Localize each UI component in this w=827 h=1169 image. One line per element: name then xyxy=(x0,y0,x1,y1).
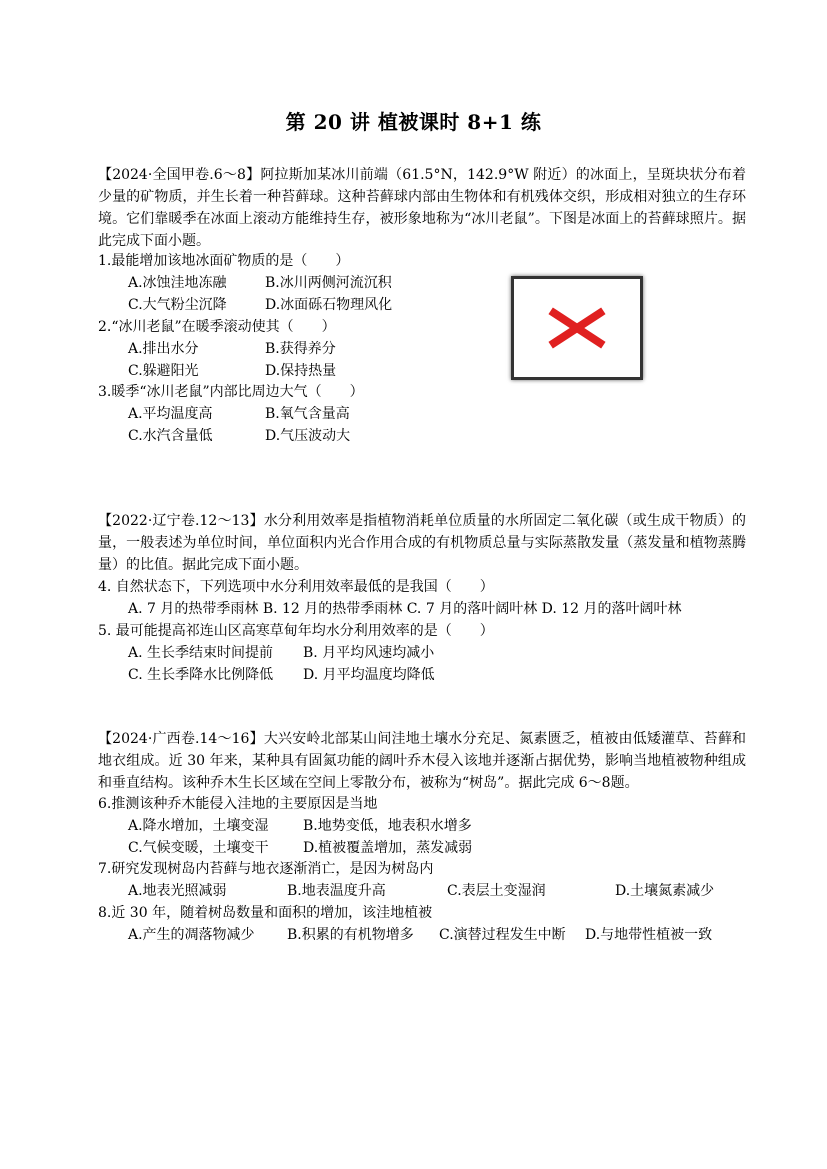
question-6-option-a: A.降水增加，土壤变湿 xyxy=(128,818,269,834)
question-8-stem: 8.近 30 年，随着树岛数量和面积的增加，该洼地植被 xyxy=(98,905,433,921)
question-3-option-b: B.氧气含量高 xyxy=(265,406,350,422)
section2-intro: 【2022·辽宁卷.12～13】水分利用效率是指植物消耗单位质量的水所固定二氧化碳（或生成干物质）的量，一般表述为单位时间，单位面积内光合作用合成的有机物质总量与实际蒸散发量（蒸发量和植物蒸腾量）的比值。据此完成下面小题。 xyxy=(98,513,746,573)
question-3-stem: 3.暖季“冰川老鼠”内部比周边大气（ ） xyxy=(98,384,364,400)
question-3-option-c: C.水汽含量低 xyxy=(128,428,213,444)
question-4-stem: 4. 自然状态下，下列选项中水分利用效率最低的是我国（ ） xyxy=(98,579,494,595)
question-1-option-b: B.冰川两侧河流沉积 xyxy=(265,275,392,291)
broken-image-icon xyxy=(514,279,640,377)
question-2-stem: 2.“冰川老鼠”在暖季滚动使其（ ） xyxy=(98,319,336,335)
question-6-option-c: C.气候变暖，土壤变干 xyxy=(128,840,269,856)
question-3-option-a: A.平均温度高 xyxy=(128,406,213,422)
question-5-stem: 5. 最可能提高祁连山区高寒草甸年均水分利用效率的是（ ） xyxy=(98,623,494,639)
question-8-option-c: C.演替过程发生中断 xyxy=(439,927,566,943)
question-6-option-d: D.植被覆盖增加，蒸发减弱 xyxy=(303,840,473,856)
question-1-option-d: D.冰面砾石物理风化 xyxy=(265,297,393,313)
question-6-stem: 6.推测该种乔木能侵入洼地的主要原因是当地 xyxy=(98,796,378,812)
question-1-stem: 1.最能增加该地冰面矿物质的是（ ） xyxy=(98,253,350,269)
section3-intro: 【2024·广西卷.14～16】大兴安岭北部某山间洼地土壤水分充足、氮素匮乏，植被由低矮灌草、苔藓和地衣组成。近 30 年来，某种具有固氮功能的阔叶乔木侵入该地并逐渐占据优势，影响当地植被物种组成和垂直结构。该种乔木生长区域在空间上零散分布，被称为“树岛”。据此完成 6～8题。 xyxy=(98,731,746,791)
question-1-option-a: A.冰蚀洼地冻融 xyxy=(128,275,227,291)
question-2-option-c: C.躲避阳光 xyxy=(128,363,199,379)
question-8-option-d: D.与地带性植被一致 xyxy=(585,927,713,943)
question-7-stem: 7.研究发现树岛内苔藓与地衣逐渐消亡，是因为树岛内 xyxy=(98,861,434,877)
question-5-option-b: B. 月平均风速均减小 xyxy=(303,645,435,661)
question-5-option-d: D. 月平均温度均降低 xyxy=(303,667,435,683)
question-6-option-b: B.地势变低，地表积水增多 xyxy=(303,818,472,834)
question-8-option-a: A.产生的凋落物减少 xyxy=(128,927,255,943)
question-7-option-b: B.地表温度升高 xyxy=(287,883,386,899)
broken-image-placeholder xyxy=(511,276,643,380)
question-2-option-b: B.获得养分 xyxy=(265,341,336,357)
page-title: 第 20 讲 植被课时 8+1 练 xyxy=(285,110,542,134)
question-4-options: A. 7 月的热带季雨林 B. 12 月的热带季雨林 C. 7 月的落叶阔叶林 D. 12 月的落叶阔叶林 xyxy=(128,601,682,617)
question-3-option-d: D.气压波动大 xyxy=(265,428,351,444)
question-5-option-a: A. 生长季结束时间提前 xyxy=(128,645,274,661)
question-1-option-c: C.大气粉尘沉降 xyxy=(128,297,227,313)
question-2-option-a: A.排出水分 xyxy=(128,341,199,357)
question-7-option-c: C.表层土变湿润 xyxy=(447,883,546,899)
question-8-option-b: B.积累的有机物增多 xyxy=(287,927,414,943)
question-5-option-c: C. 生长季降水比例降低 xyxy=(128,667,274,683)
section1-intro: 【2024·全国甲卷.6～8】阿拉斯加某冰川前端（61.5°N，142.9°W 附近）的冰面上，呈斑块状分布着少量的矿物质，并生长着一种苔藓球。这种苔藓球内部由生物体和有机残体交织，形成相对独立的生存环境。它们靠暖季在冰面上滚动方能维持生存，被形象地称为“冰川老鼠”。下图是冰面上的苔藓球照片。据此完成下面小题。 xyxy=(98,167,746,249)
question-2-option-d: D.保持热量 xyxy=(265,363,337,379)
question-7-option-d: D.土壤氮素减少 xyxy=(615,883,715,899)
question-7-option-a: A.地表光照减弱 xyxy=(128,883,227,899)
